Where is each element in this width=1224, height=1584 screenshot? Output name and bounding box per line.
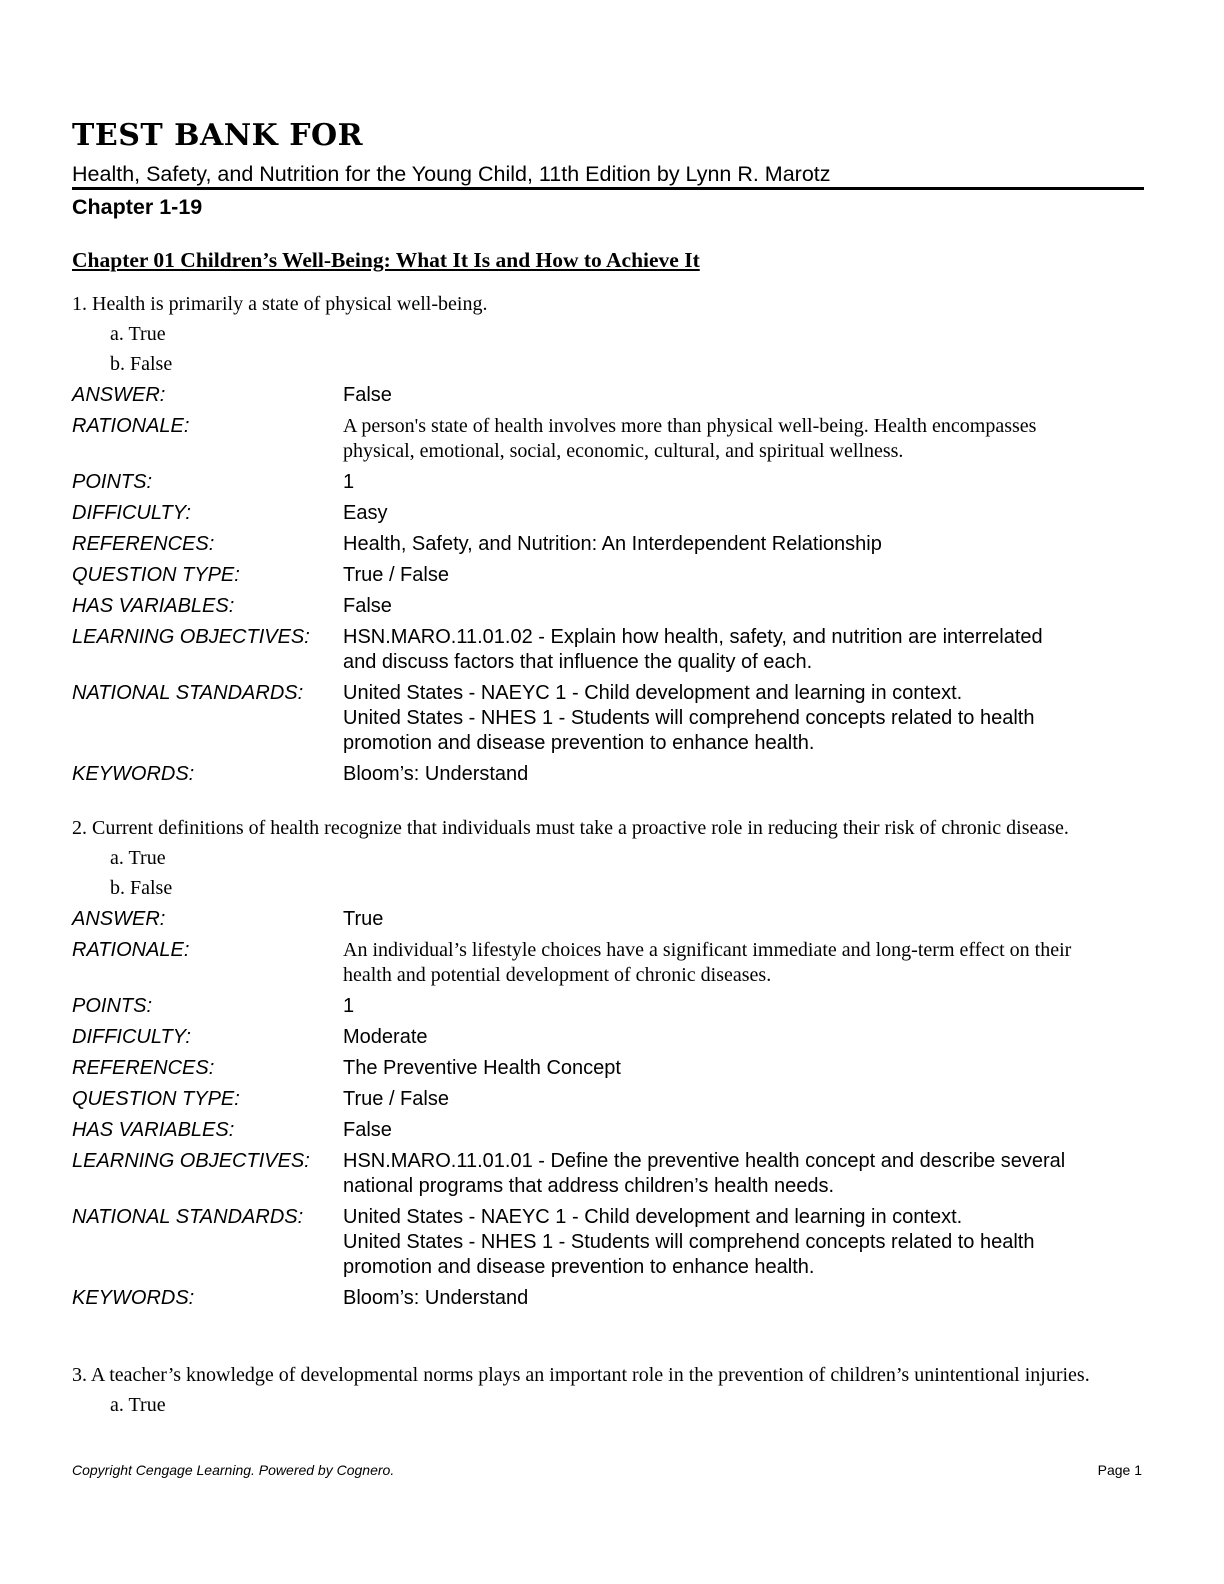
national-standard-line: United States - NHES 1 - Students will comprehend concepts related to health (343, 1231, 1035, 1253)
answer-label: ANSWER: (72, 908, 166, 930)
keywords-label: KEYWORDS: (72, 763, 195, 785)
difficulty-row (72, 501, 1144, 526)
national-standard-line: United States - NAEYC 1 - Child development and learning in context. (343, 1206, 963, 1228)
has-variables-value: False (343, 595, 392, 617)
rationale-line: An individual’s lifestyle choices have a significant immediate and long-term effect on their (343, 939, 1072, 961)
answer-row (72, 383, 1144, 408)
learning-objectives-value (343, 1149, 1144, 1199)
answer-option: a. True (110, 1394, 166, 1416)
difficulty-value: Moderate (343, 1026, 428, 1048)
question-3 (72, 1363, 1144, 1418)
question-type-row (72, 563, 1144, 588)
points-label: POINTS: (72, 471, 153, 493)
question-stem: 2. Current definitions of health recognize that individuals must take a proactive role in reducing their risk of chronic disease. (72, 817, 1069, 839)
footer-copyright: Copyright Cengage Learning. Powered by Cognero. (72, 1462, 395, 1478)
keywords-value: Bloom’s: Understand (343, 763, 529, 785)
question-metadata (72, 383, 1144, 787)
answer-option: a. True (110, 847, 166, 869)
rationale-row (72, 938, 1144, 988)
national-standards-row (72, 681, 1144, 756)
national-standards-label: NATIONAL STANDARDS: (72, 1206, 304, 1228)
question-type-value: True / False (343, 1088, 449, 1110)
rationale-line: physical, emotional, social, economic, cultural, and spiritual wellness. (343, 440, 904, 462)
answer-option: b. False (110, 877, 173, 899)
page-number: Page 1 (1097, 1462, 1142, 1478)
rationale-label: RATIONALE: (72, 939, 190, 961)
question-type-label: QUESTION TYPE: (72, 1088, 240, 1110)
rationale-line: health and potential development of chronic diseases. (343, 964, 772, 986)
references-value: Health, Safety, and Nutrition: An Interdependent Relationship (343, 533, 882, 555)
question-type-value: True / False (343, 564, 449, 586)
learning-objective-line: and discuss factors that influence the quality of each. (343, 651, 813, 673)
national-standards-value (343, 681, 1144, 756)
difficulty-value: Easy (343, 502, 388, 524)
rationale-value (343, 414, 1144, 464)
question-stem: 3. A teacher’s knowledge of developmental norms plays an important role in the prevention of children’s unintentional injuries. (72, 1364, 1090, 1386)
learning-objective-line: HSN.MARO.11.01.02 - Explain how health, safety, and nutrition are interrelated (343, 626, 1043, 648)
question-2 (72, 816, 1144, 1317)
has-variables-label: HAS VARIABLES: (72, 595, 235, 617)
has-variables-row (72, 1118, 1144, 1143)
chapter-range: Chapter 1-19 (72, 195, 203, 219)
question-1 (72, 292, 1144, 793)
answer-value: False (343, 384, 392, 406)
difficulty-row (72, 1025, 1144, 1050)
references-label: REFERENCES: (72, 533, 215, 555)
national-standards-label: NATIONAL STANDARDS: (72, 682, 304, 704)
points-value: 1 (343, 471, 355, 493)
question-type-row (72, 1087, 1144, 1112)
has-variables-label: HAS VARIABLES: (72, 1119, 235, 1141)
learning-objectives-label: LEARNING OBJECTIVES: (72, 626, 310, 648)
references-row (72, 532, 1144, 557)
answer-value: True (343, 908, 384, 930)
keywords-row (72, 1286, 1144, 1311)
book-subtitle: Health, Safety, and Nutrition for the Young Child, 11th Edition by Lynn R. Marotz (72, 162, 831, 186)
question-metadata (72, 907, 1144, 1311)
points-row (72, 994, 1144, 1019)
references-value: The Preventive Health Concept (343, 1057, 621, 1079)
keywords-row (72, 762, 1144, 787)
learning-objectives-label: LEARNING OBJECTIVES: (72, 1150, 310, 1172)
keywords-label: KEYWORDS: (72, 1287, 195, 1309)
rationale-value (343, 938, 1144, 988)
answer-label: ANSWER: (72, 384, 166, 406)
national-standard-line: United States - NHES 1 - Students will comprehend concepts related to health (343, 707, 1035, 729)
difficulty-label: DIFFICULTY: (72, 502, 191, 524)
keywords-value: Bloom’s: Understand (343, 1287, 529, 1309)
learning-objective-line: national programs that address children’s health needs. (343, 1175, 835, 1197)
question-type-label: QUESTION TYPE: (72, 564, 240, 586)
answer-option: a. True (110, 323, 166, 345)
answer-option: b. False (110, 353, 173, 375)
has-variables-row (72, 594, 1144, 619)
references-label: REFERENCES: (72, 1057, 215, 1079)
difficulty-label: DIFFICULTY: (72, 1026, 191, 1048)
learning-objectives-row (72, 625, 1144, 675)
rationale-label: RATIONALE: (72, 415, 190, 437)
title-divider (72, 187, 1144, 190)
rationale-line: A person's state of health involves more than physical well-being. Health encompasses (343, 415, 1037, 437)
test-bank-title: TEST BANK FOR (72, 118, 364, 153)
learning-objectives-value (343, 625, 1144, 675)
learning-objectives-row (72, 1149, 1144, 1199)
points-label: POINTS: (72, 995, 153, 1017)
chapter-heading: Chapter 01 Children’s Well-Being: What It Is and How to Achieve It (72, 248, 700, 272)
national-standard-line: promotion and disease prevention to enhance health. (343, 732, 815, 754)
national-standards-row (72, 1205, 1144, 1280)
answer-row (72, 907, 1144, 932)
rationale-row (72, 414, 1144, 464)
points-row (72, 470, 1144, 495)
national-standards-value (343, 1205, 1144, 1280)
question-stem: 1. Health is primarily a state of physical well-being. (72, 293, 488, 315)
has-variables-value: False (343, 1119, 392, 1141)
national-standard-line: United States - NAEYC 1 - Child development and learning in context. (343, 682, 963, 704)
references-row (72, 1056, 1144, 1081)
points-value: 1 (343, 995, 355, 1017)
national-standard-line: promotion and disease prevention to enhance health. (343, 1256, 815, 1278)
learning-objective-line: HSN.MARO.11.01.01 - Define the preventive health concept and describe several (343, 1150, 1066, 1172)
